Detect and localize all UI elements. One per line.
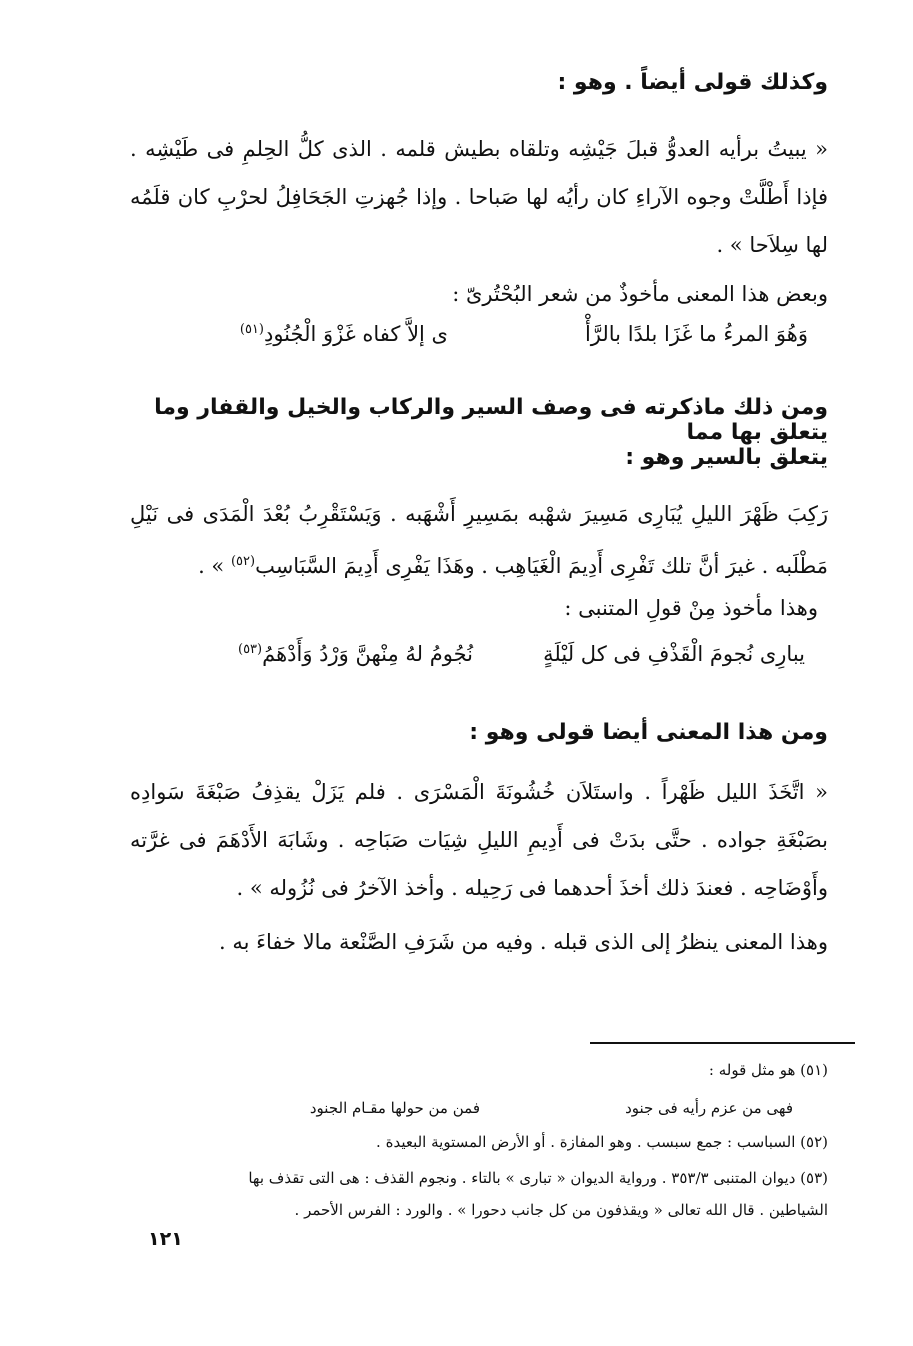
intro-line-2: وهذا مأخوذ مِنْ قولِ المتنبى : (564, 596, 818, 620)
section-heading-1: وكذلك قولى أيضاً . وهو : (557, 70, 828, 95)
footnote-53-line-2: الشياطين . قال الله تعالى « ويقذفون من كل جانب دحورا » . والورد : الفرس الأحمر . (294, 1201, 828, 1219)
footnote-52: (٥٢) السباسب : جمع سبسب . وهو المفازة . أو الأرض المستوية البعيدة . (376, 1133, 828, 1151)
verse-2-left-text: نُجُومُ لهُ مِنْهنَّ وَرْدُ وَأَدْهَمُ (262, 642, 473, 666)
footnote-51: (٥١) هو مثل قوله : (708, 1061, 828, 1079)
verse-1-left-hemistich (240, 322, 448, 346)
verse-2-left-hemistich (238, 642, 473, 666)
section-heading-2a: ومن ذلك ماذكرته فى وصف السير والركاب والخيل والقفار وما يتعلق بها مما (154, 395, 828, 445)
section-heading-3: ومن هذا المعنى أيضا قولى وهو : (469, 720, 828, 745)
paragraph-2-end: » . (198, 554, 225, 578)
intro-line-1: وبعض هذا المعنى مأخوذٌ من شعر البُحْتُرىّ : (452, 282, 828, 306)
footnote-ref-52: (٥٢) (230, 554, 256, 569)
paragraph-1: « يبيتُ برأيه العدوُّ قبلَ جَيْشِه وتلقاه بطيش قلمه . الذى كلُّ الحِلمِ فى طَيْشِه . فإذا أَطْلَّتْ وجوه الآراءِ كان رأيُه لها صَباحا . وإذا جُهزتِ الجَحَافِلُ لحرْبِ كان قلَمُه لها سِلاَحا » . (130, 137, 828, 257)
paragraph-3: « اتَّخَذَ الليل ظَهْراً . واستَلاَن خُشُونَةَ الْمَسْرَى . فلم يَزَلْ يقذِفُ صَبْغَةَ سَوادِه بصَبْغَةِ جواده . حتَّى بدَتْ فى أَدِيمِ الليلِ شِيَات صَبَاحِه . وشَابَهَ الأَدْهَمَ فى غرَّته وأَوْضَاحِه . فعندَ ذلك أخذَ أحدهما فى رَحِيله . وأخذ الآخرُ فى نُزُوله » . (130, 780, 828, 900)
footnote-53-line-1: (٥٣) ديوان المتنبى ٣٥٣/٣ . ورواية الديوان « تبارى » بالتاء . ونجوم القذف : هى التى تقذف بها (248, 1169, 828, 1187)
paragraph-2 (130, 490, 828, 590)
verse-1-left-text: ى إلاَّ كفاه غَزْوَ الْجُنُودِ (263, 322, 448, 346)
footnote-divider (590, 1042, 855, 1044)
paragraph-2-text: رَكِبَ ظَهْرَ الليلِ يُبَارِى مَسِيرَ شهْبه بمَسِيرِ أَشْهَبه . وَيَسْتَقْرِبُ بُعْدَ الْمَدَى فى نَيْلِ مَطْلَبه . غيرَ أنَّ تلك تَفْرِى أَدِيمَ الْغَيَاهِب . وهَذَا يَفْرِى أَدِيمَ السَّبَاسِب (130, 502, 828, 578)
paragraph-4: وهذا المعنى ينظرُ إلى الذى قبله . وفيه من شَرَفِ الصَّنْعة مالا خفاءَ به . (219, 930, 828, 954)
footnote-51-verse-right: فهى من عزم رأيه فى جنود (625, 1099, 793, 1117)
footnote-ref-53: (٥٣) (238, 642, 263, 657)
page-number: ١٢١ (148, 1228, 183, 1250)
verse-2-right-hemistich: يبارِى نُجومَ الْقَذْفِ فى كل لَيْلَةٍ (543, 642, 805, 666)
verse-1-right-hemistich: وَهُوَ المرءُ ما غَزَا بلدًا بالرَّأْ (584, 322, 808, 346)
footnote-ref-51: (٥١) (239, 322, 264, 337)
footnote-51-verse-left: فمن من حولها مقـام الجنود (309, 1099, 480, 1117)
section-heading-2b: يتعلق بالسير وهو : (625, 445, 828, 470)
